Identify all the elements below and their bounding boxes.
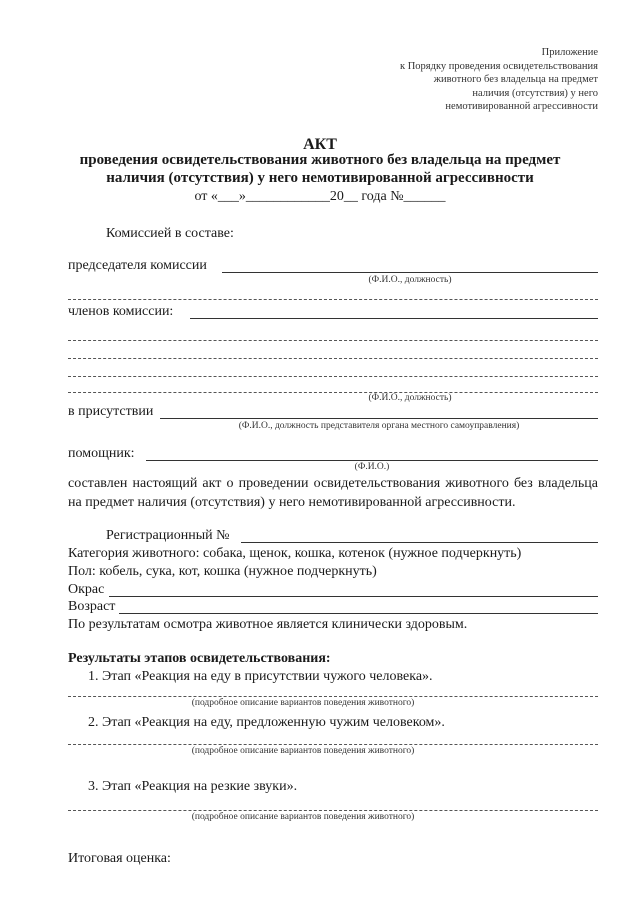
date-number-line: от «___»____________20__ года №______ [194, 189, 446, 204]
annex-line: наличия (отсутствия) у него [472, 87, 598, 99]
age-label: Возраст [68, 599, 116, 614]
stage-1-text: 1. Этап «Реакция на еду в присутствии чужого человека». [88, 669, 433, 684]
annex-line: животного без владельца на предмет [433, 74, 598, 85]
presence-label: в присутствии [68, 404, 154, 419]
members-field-1[interactable] [190, 318, 598, 319]
members-field-3[interactable] [68, 358, 598, 359]
reg-number-field[interactable] [241, 542, 598, 543]
sex-line: Пол: кобель, сука, кот, кошка (нужное подчеркнуть) [68, 564, 377, 579]
stage-3-caption: (подробное описание вариантов поведения животного) [191, 812, 415, 822]
members-field-4[interactable] [68, 376, 598, 377]
stage-1-field[interactable] [68, 696, 598, 697]
doc-title: АКТ [303, 136, 337, 153]
stage-1-caption: (подробное описание вариантов поведения животного) [191, 698, 415, 708]
assistant-field[interactable] [146, 460, 598, 461]
annex-note [400, 46, 598, 114]
assistant-label: помощник: [68, 446, 135, 461]
reg-number-label: Регистрационный № [106, 528, 230, 543]
act-statement: составлен настоящий акт о проведении освидетельствования животного без владельца на предмет наличия (отсутствия) у него немотивированной агрессивности. [68, 476, 598, 510]
final-assessment-label: Итоговая оценка: [68, 851, 171, 866]
stage-3-field[interactable] [68, 810, 598, 811]
members-caption: (Ф.И.О., должность) [368, 393, 452, 403]
age-field[interactable] [119, 613, 598, 614]
stage-2-field[interactable] [68, 744, 598, 745]
chairman-extra-line[interactable] [68, 299, 598, 300]
chairman-label: председателя комиссии [68, 258, 207, 273]
assistant-caption: (Ф.И.О.) [354, 462, 390, 472]
color-label: Окрас [68, 582, 105, 597]
color-field[interactable] [109, 596, 598, 597]
stage-2-text: 2. Этап «Реакция на еду, предложенную чужим человеком». [88, 715, 445, 730]
results-heading: Результаты этапов освидетельствования: [68, 651, 331, 666]
category-line: Категория животного: собака, щенок, кошка, котенок (нужное подчеркнуть) [68, 546, 522, 561]
annex-line: Приложение [541, 47, 598, 58]
chairman-field[interactable] [222, 272, 598, 273]
doc-subtitle-line2: наличия (отсутствия) у него немотивированной агрессивности [106, 170, 534, 186]
stage-3-text: 3. Этап «Реакция на резкие звуки». [88, 779, 298, 794]
members-label: членов комиссии: [68, 304, 174, 319]
annex-line: немотивированной агрессивности [445, 101, 598, 112]
stage-2-caption: (подробное описание вариантов поведения животного) [191, 746, 415, 756]
annex-line: к Порядку проведения освидетельствования [399, 60, 598, 72]
presence-caption: (Ф.И.О., должность представителя органа местного самоуправления) [238, 421, 520, 431]
doc-subtitle-line1: проведения освидетельствования животного без владельца на предмет [79, 152, 561, 168]
commission-intro: Комиссией в составе: [106, 226, 234, 241]
members-field-2[interactable] [68, 340, 598, 341]
health-line: По результатам осмотра животное является клинически здоровым. [68, 617, 468, 632]
chairman-caption: (Ф.И.О., должность) [368, 275, 452, 285]
presence-field[interactable] [160, 418, 598, 419]
